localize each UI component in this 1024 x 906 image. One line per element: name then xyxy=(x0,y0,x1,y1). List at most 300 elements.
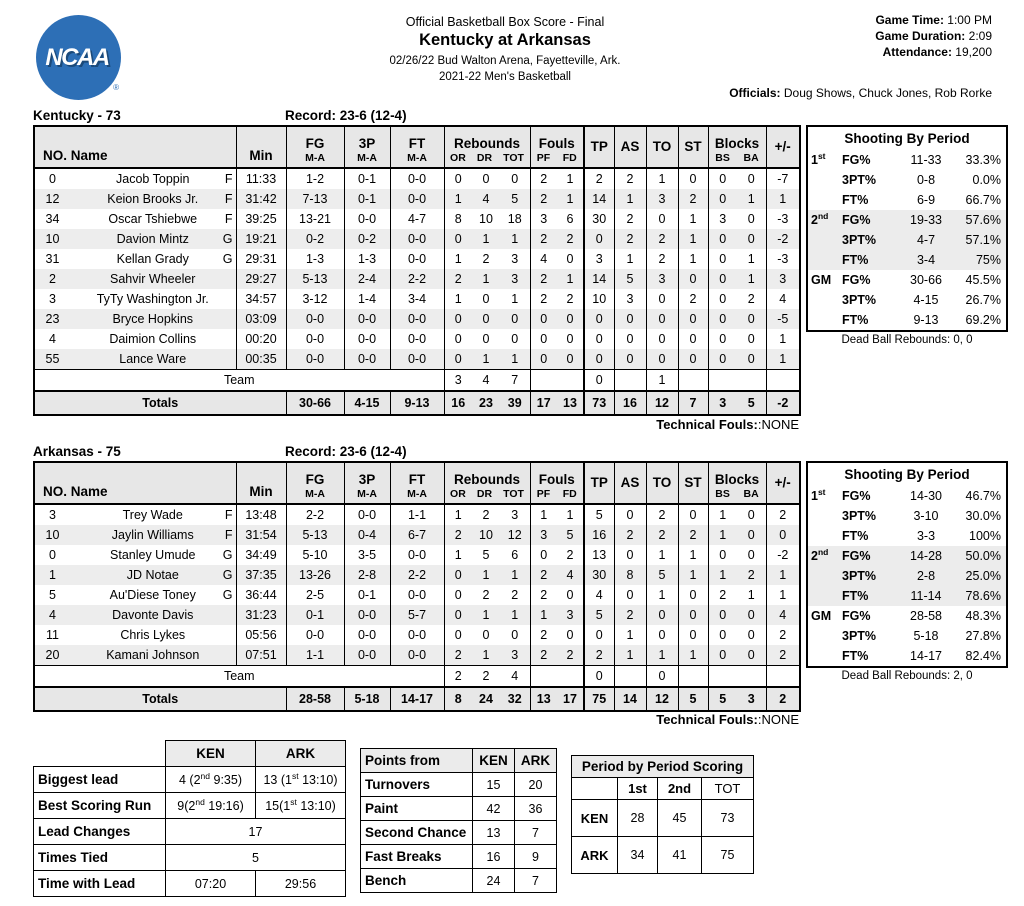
text-span: +/- xyxy=(774,475,791,490)
text-span: M-A xyxy=(305,488,325,500)
stat-cell: 0 xyxy=(444,349,472,370)
stat-cell: 10 xyxy=(584,289,614,309)
stat-cell: 0 xyxy=(566,252,574,266)
stat-cell xyxy=(444,462,530,504)
stat-cell: 0 xyxy=(708,625,737,645)
text-span: DR xyxy=(476,152,493,164)
stat-cell: 14-17 xyxy=(390,687,444,711)
kentucky-players xyxy=(34,168,800,415)
stat-cell: 1 xyxy=(566,192,574,206)
stat-cell: 0 xyxy=(708,605,737,625)
stat-cell: 73 xyxy=(584,391,614,415)
points-ken: 13 xyxy=(473,821,515,845)
stat-cell: 2 xyxy=(678,189,708,209)
stat-cell: 2 xyxy=(614,168,646,189)
stat-cell: 0 xyxy=(747,352,755,366)
stat-cell: 2 xyxy=(566,648,574,662)
player-number: 0 xyxy=(49,548,56,562)
stat-cell: 2 xyxy=(766,625,800,645)
points-label: Bench xyxy=(361,869,473,893)
text-span: OR xyxy=(450,152,466,164)
stat-cell: 5 xyxy=(511,192,519,206)
flow-value-ark: 13 (1st 13:10) xyxy=(256,767,346,793)
stat-cell: 5 xyxy=(708,687,737,711)
stat-cell: 17 xyxy=(530,391,557,415)
shooting-stat-label: FG% xyxy=(842,273,871,287)
stat-cell: 1 xyxy=(511,232,519,246)
text-span: FD xyxy=(562,488,577,500)
made-attempted: 0-8 xyxy=(916,173,936,187)
player-row xyxy=(34,189,800,209)
points-from-row xyxy=(361,845,557,869)
percentage: 45.5% xyxy=(965,273,1001,287)
stat-cell xyxy=(766,666,800,688)
stat-cell: 0-1 xyxy=(344,585,390,605)
stat-cell: 1 xyxy=(766,189,800,209)
text-span: Au'Diese Toney xyxy=(109,588,196,602)
stat-cell: 0-0 xyxy=(390,625,444,645)
stat-cell: 1-4 xyxy=(344,289,390,309)
stat-cell xyxy=(708,666,766,688)
stat-cell: 3 xyxy=(511,272,519,286)
stats-header xyxy=(34,462,800,504)
player-position: G xyxy=(222,588,233,602)
stat-cell xyxy=(34,462,236,504)
stat-cell: 0 xyxy=(747,548,755,562)
player-row xyxy=(34,504,800,525)
player-row xyxy=(34,605,800,625)
stat-cell: 4-15 xyxy=(344,391,390,415)
officials-line xyxy=(729,86,992,100)
stat-cell: 0 xyxy=(678,625,708,645)
stat-cell xyxy=(766,462,800,504)
stat-cell: 0-0 xyxy=(286,309,344,329)
stat-cell: 1 xyxy=(482,648,490,662)
period-label: 2nd xyxy=(811,546,829,563)
text-span: Bryce Hopkins xyxy=(112,312,194,326)
kentucky-technical-fouls xyxy=(656,417,799,432)
stat-cell: 0 xyxy=(747,212,755,226)
stat-cell: 5 xyxy=(646,565,678,585)
percentage: 33.3% xyxy=(965,153,1001,167)
points-col-ark: ARK xyxy=(515,749,557,773)
player-number: 4 xyxy=(49,332,56,346)
text-span xyxy=(34,741,346,767)
points-ken: 24 xyxy=(473,869,515,893)
stat-cell: 3 xyxy=(511,252,519,266)
stat-cell: 2 xyxy=(472,666,500,688)
stat-cell: 29:27 xyxy=(236,269,286,289)
stat-cell: 1 xyxy=(766,329,800,349)
text-span xyxy=(709,127,766,167)
player-position: F xyxy=(224,212,233,226)
text-span: st xyxy=(291,770,299,781)
stat-cell: 1 xyxy=(511,352,519,366)
period-label xyxy=(808,626,842,646)
stat-cell: 0-2 xyxy=(344,229,390,249)
text-span xyxy=(35,463,236,503)
stat-cell: 0-0 xyxy=(390,229,444,249)
stat-cell: 1-3 xyxy=(286,249,344,269)
text-span: Lance Ware xyxy=(119,352,187,366)
period-label xyxy=(808,526,842,546)
text-span: TP xyxy=(590,475,608,490)
stat-cell: 4 xyxy=(766,605,800,625)
text-span xyxy=(647,463,678,503)
flow-label: Biggest lead xyxy=(34,767,166,793)
player-row xyxy=(34,329,800,349)
stat-cell: 0 xyxy=(747,232,755,246)
stat-cell: 0 xyxy=(444,168,472,189)
stat-cell: 0-0 xyxy=(390,168,444,189)
stat-cell: 29:31 xyxy=(236,249,286,269)
text-span xyxy=(391,463,444,503)
stat-cell: 31:23 xyxy=(236,605,286,625)
period-label xyxy=(808,250,842,270)
text-span xyxy=(345,463,390,503)
points-from-row xyxy=(361,821,557,845)
player-number: 31 xyxy=(45,252,60,266)
flow-col-ken: KEN xyxy=(166,741,256,767)
made-attempted: 14-30 xyxy=(910,489,942,503)
made-attempted: 28-58 xyxy=(910,609,942,623)
stat-cell: 1 xyxy=(646,168,678,189)
shooting-stat-label: FT% xyxy=(842,313,869,327)
game-duration xyxy=(875,28,992,44)
table-row xyxy=(34,126,800,168)
text-span: Min xyxy=(249,148,273,163)
stat-cell: -3 xyxy=(766,209,800,229)
stat-cell: 3 xyxy=(737,687,766,711)
made-attempted: 5-18 xyxy=(913,629,939,643)
stat-cell: 2 xyxy=(530,645,557,666)
arkansas-technical-fouls xyxy=(656,712,799,727)
stat-cell: 5-10 xyxy=(286,545,344,565)
player-position: F xyxy=(224,508,233,522)
stat-cell: 0 xyxy=(614,504,646,525)
flow-value-ark: 29:56 xyxy=(256,871,346,897)
percentage: 27.8% xyxy=(965,629,1001,643)
arkansas-stats-table xyxy=(33,461,801,712)
stat-cell: 2-4 xyxy=(344,269,390,289)
stat-cell: 0-0 xyxy=(390,545,444,565)
stat-cell: 0 xyxy=(444,565,472,585)
stat-cell xyxy=(678,462,708,504)
shooting-row xyxy=(808,646,1006,666)
text-span: +/- xyxy=(774,139,791,154)
stat-cell: 0 xyxy=(766,525,800,545)
made-attempted: 4-15 xyxy=(913,293,939,307)
stat-cell: 0 xyxy=(584,329,614,349)
period-col-2nd: 2nd xyxy=(658,778,702,800)
stat-cell: 0 xyxy=(708,189,737,209)
text-span: Blocks xyxy=(714,136,760,151)
player-row xyxy=(34,249,800,269)
stat-cell: 7-13 xyxy=(286,189,344,209)
stat-cell: 0 xyxy=(708,309,737,329)
text-span xyxy=(531,152,584,165)
stat-cell: 0 xyxy=(747,508,755,522)
shooting-stat-label: 3PT% xyxy=(842,233,877,247)
player-row xyxy=(34,309,800,329)
stat-cell: 34:49 xyxy=(236,545,286,565)
stat-cell: 0 xyxy=(511,628,519,642)
stat-cell: 23 xyxy=(472,391,500,415)
text-span: Fouls xyxy=(538,136,575,151)
header-center xyxy=(250,14,760,85)
stat-cell: 2 xyxy=(530,585,557,605)
stat-cell: 2 xyxy=(747,292,755,306)
stat-cell: 5-18 xyxy=(344,687,390,711)
player-row xyxy=(34,625,800,645)
shooting-row xyxy=(808,606,1006,626)
period-label: 1st xyxy=(811,150,826,167)
stat-cell: 1 xyxy=(678,209,708,229)
shooting-stat-label: 3PT% xyxy=(842,569,877,583)
player-position: F xyxy=(224,172,233,186)
points-from-rows xyxy=(361,773,557,893)
team-row xyxy=(34,370,800,392)
stat-cell: 0-0 xyxy=(390,249,444,269)
stat-cell: 0-0 xyxy=(390,189,444,209)
stat-cell xyxy=(286,462,344,504)
text-span: Daimion Collins xyxy=(109,332,197,346)
points-ark: 7 xyxy=(515,821,557,845)
stat-cell: 3 xyxy=(646,269,678,289)
stat-cell: 5 xyxy=(482,548,490,562)
stat-cell: 5 xyxy=(614,269,646,289)
stat-cell: 0 xyxy=(482,628,490,642)
made-attempted: 4-7 xyxy=(916,233,936,247)
text-span xyxy=(615,127,646,167)
text-span: M-A xyxy=(357,488,377,500)
stat-cell: 1 xyxy=(747,272,755,286)
game-flow-rows xyxy=(34,767,346,897)
player-number: 4 xyxy=(49,608,56,622)
stat-cell: 2 xyxy=(530,229,557,249)
player-name xyxy=(70,565,236,585)
stat-cell: 2 xyxy=(646,229,678,249)
stat-cell: 0 xyxy=(646,625,678,645)
stat-cell: 0 xyxy=(482,312,490,326)
arkansas-record xyxy=(285,444,407,459)
stat-cell: 4 xyxy=(500,666,530,688)
text-span: Jaylin Williams xyxy=(111,528,194,542)
points-label: Fast Breaks xyxy=(361,845,473,869)
stat-cell: 30-66 xyxy=(286,391,344,415)
stat-cell: 00:20 xyxy=(236,329,286,349)
stat-cell: 8 xyxy=(444,209,472,229)
stat-cell: 0 xyxy=(444,625,472,645)
shooting-stat-label: FT% xyxy=(842,649,869,663)
stat-cell xyxy=(530,462,584,504)
text-span xyxy=(345,127,390,167)
stat-cell: 2 xyxy=(566,232,574,246)
attendance-label: Attendance: xyxy=(882,45,952,59)
made-attempted: 14-17 xyxy=(910,649,942,663)
points-ken: 16 xyxy=(473,845,515,869)
shooting-row xyxy=(808,486,1006,506)
officials-label: Officials: xyxy=(729,86,781,100)
stat-cell: 0 xyxy=(614,329,646,349)
stat-cell xyxy=(708,126,766,168)
text-span xyxy=(531,463,584,503)
stat-cell: 1 xyxy=(678,645,708,666)
stat-cell: 1 xyxy=(482,568,490,582)
stat-cell: 0 xyxy=(747,628,755,642)
stat-cell: 2 xyxy=(584,645,614,666)
percentage: 78.6% xyxy=(965,589,1001,603)
table-row xyxy=(572,778,754,800)
shooting-row xyxy=(808,506,1006,526)
stat-cell: 0 xyxy=(646,329,678,349)
stat-cell: 0 xyxy=(646,605,678,625)
stat-cell: 5 xyxy=(584,605,614,625)
stat-cell: 1 xyxy=(444,189,472,209)
stat-cell: 1-2 xyxy=(286,168,344,189)
stat-cell: 0-0 xyxy=(344,625,390,645)
stat-cell: 2 xyxy=(566,292,574,306)
stat-cell: 13:48 xyxy=(236,504,286,525)
text-span: BA xyxy=(743,488,759,500)
player-position: G xyxy=(222,252,233,266)
stat-cell: 0-1 xyxy=(344,168,390,189)
shooting-stat-label: FG% xyxy=(842,489,871,503)
stat-cell: 4 xyxy=(566,568,574,582)
stat-cell: 2-2 xyxy=(286,504,344,525)
stat-cell: 03:09 xyxy=(236,309,286,329)
shooting-stat-label: FT% xyxy=(842,589,869,603)
stat-cell: 2 xyxy=(482,508,490,522)
stat-cell: 1 xyxy=(708,565,737,585)
stat-cell: 07:51 xyxy=(236,645,286,666)
stat-cell: 3 xyxy=(766,269,800,289)
shooting-stat-label: FG% xyxy=(842,213,871,227)
stat-cell: 7 xyxy=(678,391,708,415)
player-row xyxy=(34,269,800,289)
flow-label: Lead Changes xyxy=(34,819,166,845)
stat-cell: 3 xyxy=(708,391,737,415)
arkansas-players xyxy=(34,504,800,711)
game-time-value: 1:00 PM xyxy=(947,13,992,27)
stat-cell: 2 xyxy=(646,249,678,269)
text-span: nd xyxy=(817,210,829,221)
text-span: M-A xyxy=(407,152,427,164)
period-score: 45 xyxy=(658,800,702,837)
stat-cell: 0 xyxy=(678,168,708,189)
stat-cell: 3 xyxy=(511,648,519,662)
text-span: FG xyxy=(305,136,325,151)
period-scoring-row xyxy=(572,837,754,874)
stat-cell: 0-0 xyxy=(286,625,344,645)
player-name xyxy=(70,349,236,370)
text-span xyxy=(709,488,766,501)
text-span: Blocks xyxy=(714,472,760,487)
stat-cell: 0-4 xyxy=(344,525,390,545)
flow-label: Time with Lead xyxy=(34,871,166,897)
stat-cell: 0 xyxy=(511,172,519,186)
player-name xyxy=(70,269,236,289)
player-number: 2 xyxy=(49,272,56,286)
text-span: st xyxy=(817,486,826,497)
flow-value: 5 xyxy=(166,845,346,871)
stat-cell: 30 xyxy=(584,209,614,229)
points-ark: 36 xyxy=(515,797,557,821)
points-ark: 9 xyxy=(515,845,557,869)
stat-cell: 2 xyxy=(584,168,614,189)
percentage: 82.4% xyxy=(965,649,1001,663)
stat-cell: 0 xyxy=(444,309,472,329)
player-name xyxy=(70,189,236,209)
stat-cell xyxy=(286,126,344,168)
player-name xyxy=(70,229,236,249)
player-row xyxy=(34,525,800,545)
stat-cell: 2 xyxy=(444,269,472,289)
points-from-title: Points from xyxy=(361,749,473,773)
flow-label: Times Tied xyxy=(34,845,166,871)
player-number: 20 xyxy=(45,648,60,662)
arkansas-shooting-rows xyxy=(808,486,1006,666)
flow-col-ark: ARK xyxy=(256,741,346,767)
player-name xyxy=(70,289,236,309)
kentucky-deadball: Dead Ball Rebounds: 0, 0 xyxy=(841,334,973,346)
stat-cell: 0-1 xyxy=(344,189,390,209)
stat-cell: 0 xyxy=(614,349,646,370)
text-span: Min xyxy=(249,484,273,499)
points-label: Paint xyxy=(361,797,473,821)
stat-cell: 3 xyxy=(646,189,678,209)
stat-cell xyxy=(530,666,584,688)
text-span: Rebounds xyxy=(454,472,520,487)
period-label xyxy=(808,230,842,250)
registered-mark: ® xyxy=(113,83,119,92)
stat-cell: -3 xyxy=(766,249,800,269)
stat-cell: 0 xyxy=(584,625,614,645)
shooting-box-title: Shooting By Period xyxy=(844,467,970,482)
text-span: BA xyxy=(743,152,759,164)
kentucky-record xyxy=(285,108,407,123)
stat-cell: 5 xyxy=(566,528,574,542)
stat-cell: 0 xyxy=(708,269,737,289)
stat-cell xyxy=(530,370,584,392)
period-col-tot: TOT xyxy=(702,778,754,800)
stat-cell xyxy=(236,462,286,504)
stat-cell xyxy=(584,126,614,168)
shooting-row xyxy=(808,310,1006,330)
player-number: 10 xyxy=(45,528,60,542)
stat-cell: 13 xyxy=(530,687,557,711)
text-span: Kellan Grady xyxy=(116,252,189,266)
stat-cell: 1 xyxy=(444,289,472,309)
text-span: nd xyxy=(817,546,829,557)
player-name xyxy=(70,168,236,189)
stat-cell: 1 xyxy=(646,545,678,565)
stat-cell: 1 xyxy=(614,645,646,666)
stat-cell: 1 xyxy=(482,232,490,246)
player-position: G xyxy=(222,548,233,562)
made-attempted: 30-66 xyxy=(910,273,942,287)
stat-cell: 8 xyxy=(444,687,472,711)
stat-cell: 3 xyxy=(530,209,557,229)
table-row xyxy=(572,756,754,778)
text-span: AS xyxy=(620,139,640,154)
period-label xyxy=(808,586,842,606)
ncaa-logo xyxy=(36,15,121,100)
stat-cell xyxy=(708,462,766,504)
stat-cell: 10 xyxy=(479,528,493,542)
stat-cell: 0 xyxy=(530,309,557,329)
stat-cell xyxy=(584,462,614,504)
